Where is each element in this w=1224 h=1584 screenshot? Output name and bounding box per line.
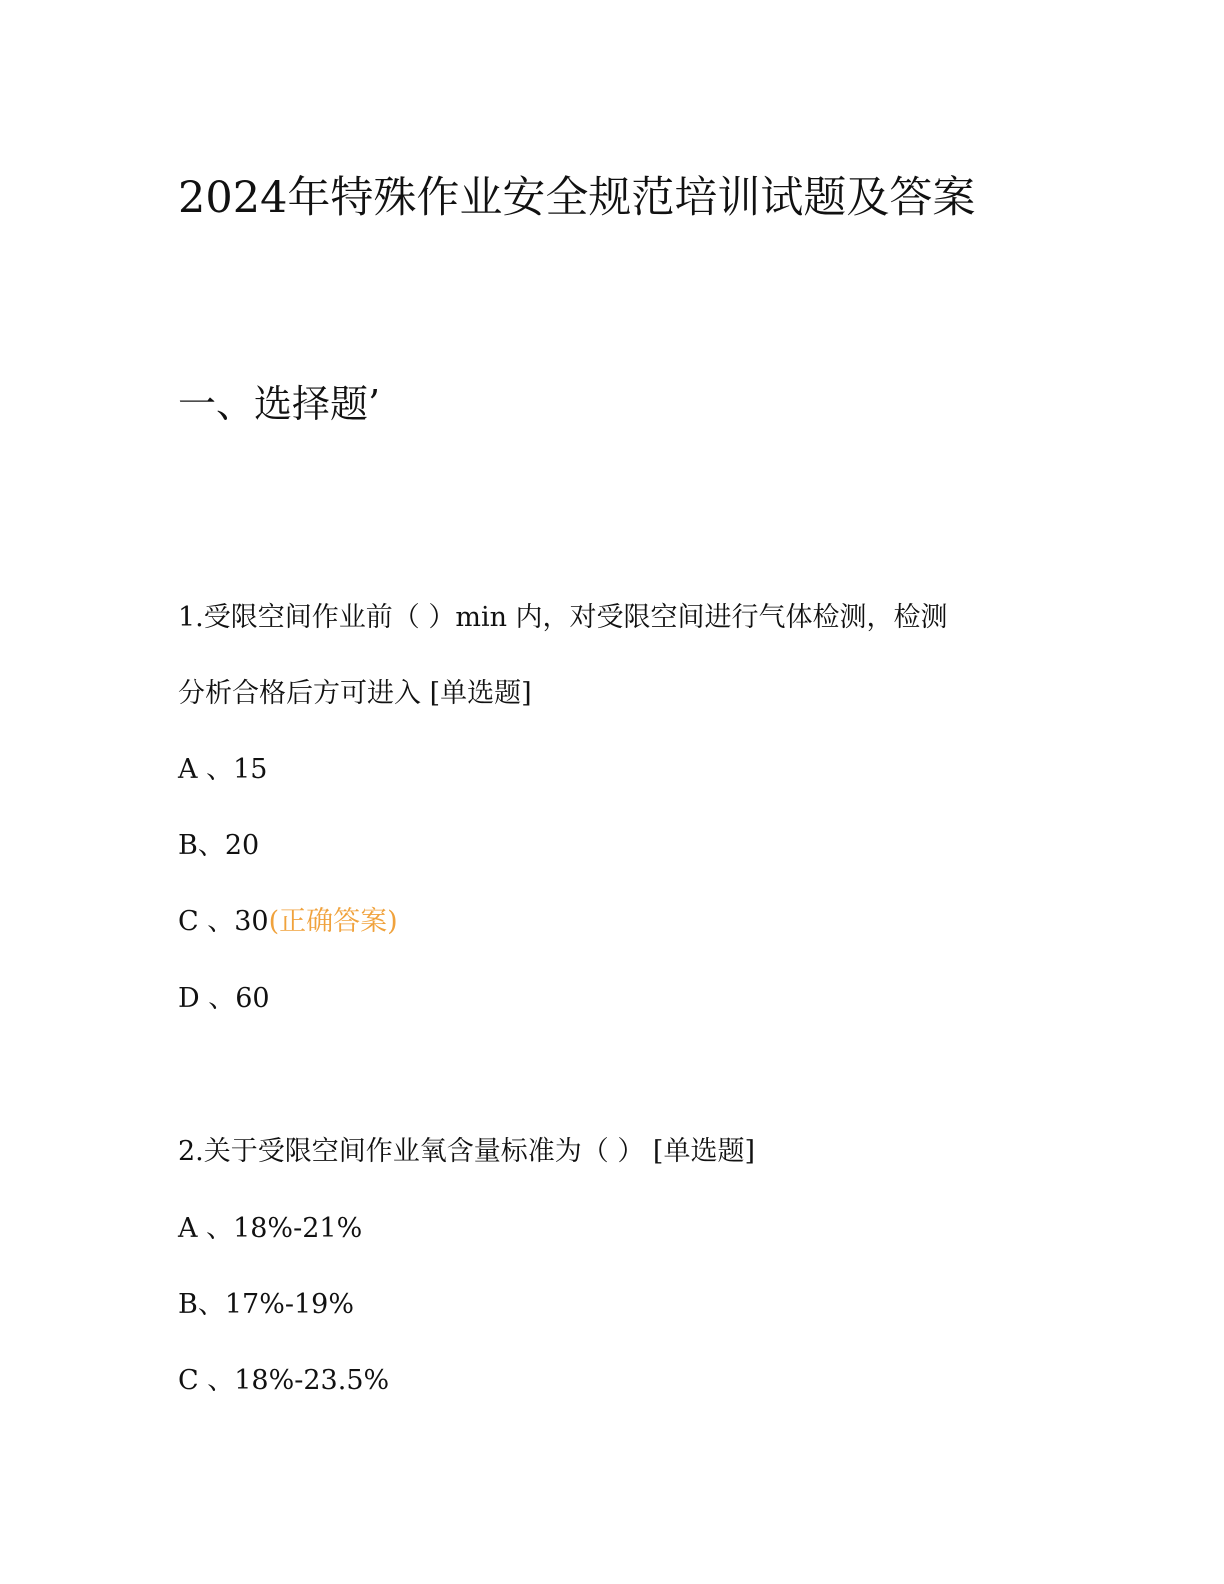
question-2-option-b [178, 1285, 354, 1325]
section-heading: 一、选择题’ [178, 382, 381, 426]
option-text: C 、30 [178, 906, 269, 937]
correct-answer-mark: (正确答案) [268, 906, 398, 937]
option-text: B、17%-19% [178, 1289, 354, 1320]
question-1-option-b [178, 826, 259, 866]
question-1-option-d [178, 979, 270, 1019]
option-text: D 、60 [178, 983, 270, 1014]
question-1-option-a [178, 750, 267, 790]
option-text: C 、18%-23.5% [178, 1365, 390, 1396]
option-text: A 、15 [178, 754, 268, 785]
question-2-option-c [178, 1361, 389, 1401]
question-2-stem-line-1: 2.关于受限空间作业氧含量标准为（ ） [单选题] [178, 1136, 755, 1167]
question-1-option-c [178, 902, 398, 942]
option-text: B、20 [178, 830, 260, 861]
question-1-stem-line-1: 1.受限空间作业前（ ）min 内，对受限空间进行气体检测，检测 [178, 602, 948, 633]
option-text: A 、18%-21% [178, 1213, 363, 1244]
question-2-option-a [178, 1209, 362, 1249]
question-1-stem-line-2: 分析合格后方可进入 [单选题] [178, 678, 532, 709]
document-title: 2024年特殊作业安全规范培训试题及答案 [178, 173, 976, 223]
